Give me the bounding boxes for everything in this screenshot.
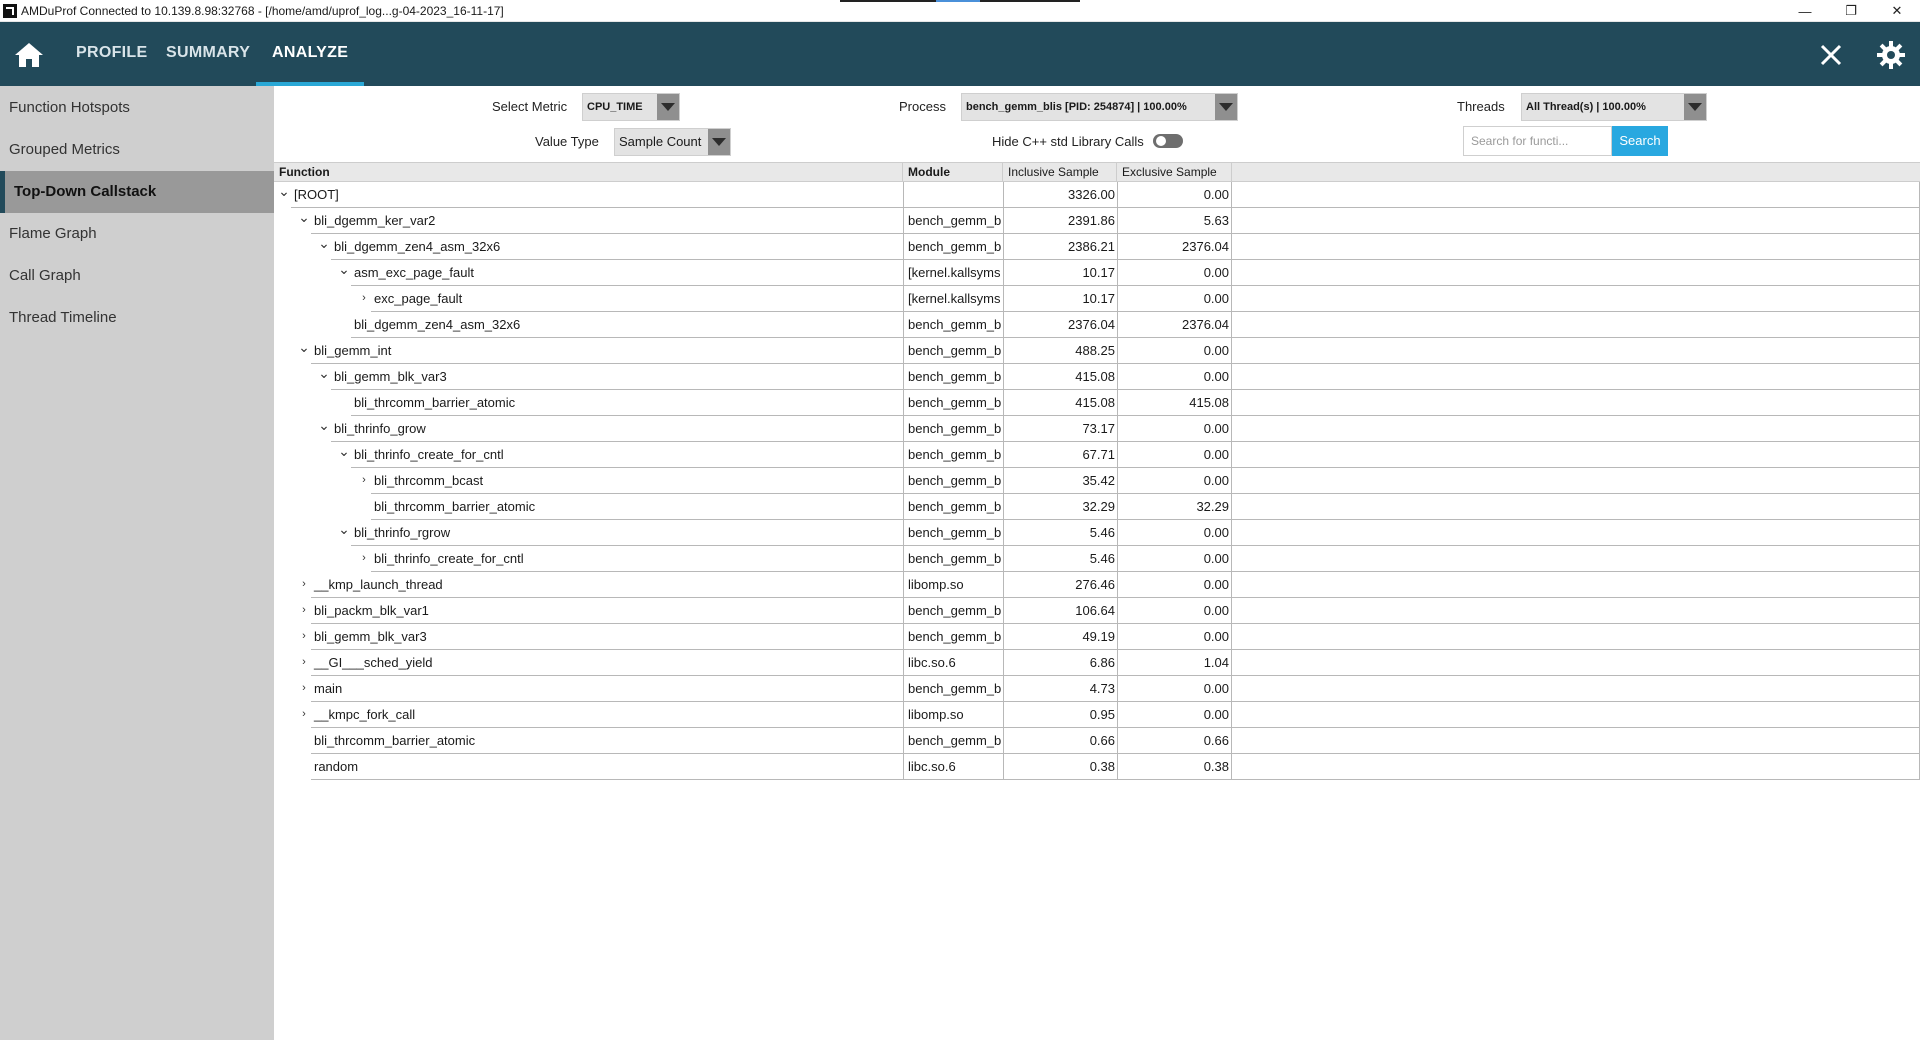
module-cell: [kernel.kallsyms bbox=[903, 286, 1003, 312]
sidebar-item-top-down-callstack[interactable]: Top-Down Callstack bbox=[0, 171, 274, 213]
empty-cell bbox=[1232, 754, 1920, 780]
empty-cell bbox=[1232, 598, 1920, 624]
sidebar-item-thread-timeline[interactable]: Thread Timeline bbox=[9, 309, 117, 326]
tab-summary[interactable]: SUMMARY bbox=[166, 44, 251, 61]
empty-cell bbox=[1232, 702, 1920, 728]
exclusive-sample-cell: 0.00 bbox=[1117, 598, 1232, 624]
function-cell bbox=[274, 624, 903, 650]
table-row[interactable] bbox=[274, 390, 1920, 416]
hide-cpp-label: Hide C++ std Library Calls bbox=[992, 134, 1144, 149]
function-name: bli_dgemm_zen4_asm_32x6 bbox=[354, 317, 521, 332]
table-row[interactable] bbox=[274, 520, 1920, 546]
module-cell: bench_gemm_b bbox=[903, 494, 1003, 520]
chevron-down-icon[interactable]: ⌄ bbox=[298, 209, 310, 225]
chevron-right-icon[interactable]: › bbox=[362, 474, 366, 486]
function-cell bbox=[274, 468, 903, 494]
function-name-wrapper bbox=[311, 338, 903, 364]
function-name-wrapper bbox=[331, 364, 903, 390]
module-cell: bench_gemm_b bbox=[903, 546, 1003, 572]
function-name-wrapper bbox=[371, 546, 903, 572]
function-search-input[interactable] bbox=[1463, 126, 1612, 156]
table-row[interactable] bbox=[274, 364, 1920, 390]
module-cell: bench_gemm_b bbox=[903, 390, 1003, 416]
function-name: random bbox=[314, 759, 359, 774]
inclusive-sample-cell: 2386.21 bbox=[1003, 234, 1117, 260]
top-nav-bar bbox=[0, 22, 1920, 86]
table-row[interactable] bbox=[274, 416, 1920, 442]
empty-cell bbox=[1232, 286, 1920, 312]
amduprof-logo-icon bbox=[3, 4, 17, 18]
module-cell: libomp.so bbox=[903, 572, 1003, 598]
function-cell bbox=[274, 338, 903, 364]
function-name-wrapper bbox=[351, 442, 903, 468]
exclusive-sample-cell: 415.08 bbox=[1117, 390, 1232, 416]
chevron-down-icon[interactable] bbox=[657, 93, 679, 121]
empty-cell bbox=[1232, 468, 1920, 494]
empty-cell bbox=[1232, 442, 1920, 468]
sidebar-item-grouped-metrics[interactable]: Grouped Metrics bbox=[9, 141, 120, 158]
chevron-down-icon[interactable]: ⌄ bbox=[318, 235, 330, 251]
function-name-wrapper bbox=[371, 494, 903, 520]
function-cell bbox=[274, 260, 903, 286]
empty-cell bbox=[1232, 494, 1920, 520]
table-row[interactable] bbox=[274, 260, 1920, 286]
inclusive-sample-cell: 2391.86 bbox=[1003, 208, 1117, 234]
function-name: asm_exc_page_fault bbox=[354, 265, 474, 280]
chevron-down-icon[interactable]: ⌄ bbox=[298, 339, 310, 355]
table-body bbox=[274, 182, 1920, 780]
chevron-right-icon[interactable]: › bbox=[302, 630, 306, 642]
exclusive-sample-cell: 0.00 bbox=[1117, 520, 1232, 546]
module-cell: libc.so.6 bbox=[903, 754, 1003, 780]
select-metric-label: Select Metric bbox=[492, 99, 568, 114]
module-cell: bench_gemm_b bbox=[903, 676, 1003, 702]
chevron-right-icon[interactable]: › bbox=[302, 708, 306, 720]
empty-cell bbox=[1232, 208, 1920, 234]
exclusive-sample-cell: 0.00 bbox=[1117, 468, 1232, 494]
table-row[interactable] bbox=[274, 546, 1920, 572]
table-row[interactable] bbox=[274, 468, 1920, 494]
exclusive-sample-cell: 0.00 bbox=[1117, 364, 1232, 390]
threads-select-value: All Thread(s) | 100.00% bbox=[1526, 101, 1646, 113]
function-name: bli_thrcomm_barrier_atomic bbox=[354, 395, 516, 410]
empty-cell bbox=[1232, 572, 1920, 598]
function-cell bbox=[274, 286, 903, 312]
function-name-wrapper bbox=[311, 702, 903, 728]
function-name-wrapper bbox=[371, 286, 903, 312]
inclusive-sample-cell: 276.46 bbox=[1003, 572, 1117, 598]
title-bar-drag-indicator bbox=[840, 0, 1080, 2]
function-name-wrapper bbox=[311, 754, 903, 780]
function-name: main bbox=[314, 681, 343, 696]
chevron-right-icon[interactable]: › bbox=[302, 656, 306, 668]
sidebar bbox=[0, 86, 274, 1040]
function-cell bbox=[274, 416, 903, 442]
exclusive-sample-cell: 2376.04 bbox=[1117, 234, 1232, 260]
empty-cell bbox=[1232, 312, 1920, 338]
table-row[interactable] bbox=[274, 494, 1920, 520]
inclusive-sample-cell: 415.08 bbox=[1003, 390, 1117, 416]
function-name: bli_gemm_int bbox=[314, 343, 392, 358]
inclusive-sample-cell: 49.19 bbox=[1003, 624, 1117, 650]
process-label: Process bbox=[899, 99, 946, 114]
value-type-label: Value Type bbox=[535, 134, 599, 149]
module-cell: bench_gemm_b bbox=[903, 234, 1003, 260]
module-cell: bench_gemm_b bbox=[903, 520, 1003, 546]
function-name-wrapper bbox=[311, 598, 903, 624]
column-header-inclusive-sample[interactable]: Inclusive Sample bbox=[1003, 163, 1117, 181]
exclusive-sample-cell: 5.63 bbox=[1117, 208, 1232, 234]
function-cell bbox=[274, 676, 903, 702]
table-row[interactable] bbox=[274, 442, 1920, 468]
function-cell bbox=[274, 572, 903, 598]
function-name: bli_gemm_blk_var3 bbox=[314, 629, 427, 644]
gear-icon[interactable] bbox=[1876, 40, 1906, 70]
inclusive-sample-cell: 67.71 bbox=[1003, 442, 1117, 468]
function-name: bli_gemm_blk_var3 bbox=[334, 369, 447, 384]
empty-cell bbox=[1232, 416, 1920, 442]
exclusive-sample-cell: 0.00 bbox=[1117, 260, 1232, 286]
inclusive-sample-cell: 3326.00 bbox=[1003, 182, 1117, 208]
empty-cell bbox=[1232, 624, 1920, 650]
function-name: [ROOT] bbox=[294, 187, 339, 202]
module-cell: [kernel.kallsyms bbox=[903, 260, 1003, 286]
empty-cell bbox=[1232, 546, 1920, 572]
empty-cell bbox=[1232, 650, 1920, 676]
empty-cell bbox=[1232, 182, 1920, 208]
function-name: exc_page_fault bbox=[374, 291, 463, 306]
module-cell: libc.so.6 bbox=[903, 650, 1003, 676]
function-cell bbox=[274, 598, 903, 624]
sidebar-item-flame-graph[interactable]: Flame Graph bbox=[9, 225, 97, 242]
chevron-down-icon[interactable]: ⌄ bbox=[338, 261, 350, 277]
tab-profile[interactable]: PROFILE bbox=[76, 44, 148, 61]
table-row[interactable] bbox=[274, 312, 1920, 338]
function-cell bbox=[274, 234, 903, 260]
inclusive-sample-cell: 488.25 bbox=[1003, 338, 1117, 364]
inclusive-sample-cell: 73.17 bbox=[1003, 416, 1117, 442]
table-row[interactable] bbox=[274, 728, 1920, 754]
column-header-module[interactable]: Module bbox=[903, 163, 1003, 181]
table-row[interactable] bbox=[274, 624, 1920, 650]
function-name-wrapper bbox=[371, 468, 903, 494]
chevron-down-icon[interactable] bbox=[1684, 93, 1706, 121]
inclusive-sample-cell: 6.86 bbox=[1003, 650, 1117, 676]
exclusive-sample-cell: 0.00 bbox=[1117, 572, 1232, 598]
function-name-wrapper bbox=[311, 572, 903, 598]
exclusive-sample-cell: 0.66 bbox=[1117, 728, 1232, 754]
tab-analyze[interactable]: ANALYZE bbox=[272, 22, 348, 86]
chevron-down-icon[interactable] bbox=[708, 128, 730, 156]
restore-button[interactable]: ❐ bbox=[1845, 3, 1857, 18]
empty-cell bbox=[1232, 520, 1920, 546]
chevron-down-icon[interactable]: ⌄ bbox=[318, 417, 330, 433]
function-name: bli_dgemm_ker_var2 bbox=[314, 213, 436, 228]
metric-select[interactable] bbox=[582, 93, 680, 121]
process-select-value: bench_gemm_blis [PID: 254874] | 100.00% bbox=[966, 101, 1187, 113]
inclusive-sample-cell: 5.46 bbox=[1003, 546, 1117, 572]
function-cell bbox=[274, 312, 903, 338]
exclusive-sample-cell: 0.00 bbox=[1117, 286, 1232, 312]
inclusive-sample-cell: 32.29 bbox=[1003, 494, 1117, 520]
sidebar-item-call-graph[interactable]: Call Graph bbox=[9, 267, 81, 284]
metric-select-value: CPU_TIME bbox=[587, 101, 643, 113]
function-cell bbox=[274, 520, 903, 546]
threads-label: Threads bbox=[1457, 99, 1505, 114]
module-cell: bench_gemm_b bbox=[903, 728, 1003, 754]
function-name: bli_thrinfo_grow bbox=[334, 421, 426, 436]
chevron-right-icon[interactable]: › bbox=[362, 292, 366, 304]
module-cell: bench_gemm_b bbox=[903, 338, 1003, 364]
inclusive-sample-cell: 0.38 bbox=[1003, 754, 1117, 780]
callstack-table bbox=[274, 162, 1920, 780]
empty-cell bbox=[1232, 338, 1920, 364]
search-button[interactable]: Search bbox=[1612, 126, 1668, 156]
exclusive-sample-cell: 1.04 bbox=[1117, 650, 1232, 676]
empty-cell bbox=[1232, 728, 1920, 754]
chevron-down-icon[interactable] bbox=[1215, 93, 1237, 121]
module-cell bbox=[903, 182, 1003, 208]
table-header bbox=[274, 162, 1920, 182]
function-cell bbox=[274, 364, 903, 390]
module-cell: bench_gemm_b bbox=[903, 624, 1003, 650]
function-cell bbox=[274, 182, 903, 208]
module-cell: bench_gemm_b bbox=[903, 416, 1003, 442]
function-name-wrapper bbox=[311, 728, 903, 754]
exclusive-sample-cell: 0.38 bbox=[1117, 754, 1232, 780]
function-cell bbox=[274, 390, 903, 416]
function-name: bli_thrcomm_bcast bbox=[374, 473, 484, 488]
function-cell bbox=[274, 650, 903, 676]
filter-bar bbox=[274, 86, 1920, 162]
empty-cell bbox=[1232, 364, 1920, 390]
empty-cell bbox=[1232, 676, 1920, 702]
module-cell: bench_gemm_b bbox=[903, 468, 1003, 494]
chevron-right-icon[interactable]: › bbox=[302, 578, 306, 590]
inclusive-sample-cell: 0.95 bbox=[1003, 702, 1117, 728]
function-name-wrapper bbox=[291, 182, 903, 208]
chevron-down-icon[interactable]: ⌄ bbox=[338, 521, 350, 537]
function-name-wrapper bbox=[331, 234, 903, 260]
function-name-wrapper bbox=[311, 676, 903, 702]
inclusive-sample-cell: 0.66 bbox=[1003, 728, 1117, 754]
function-name: bli_thrinfo_create_for_cntl bbox=[374, 551, 524, 566]
exclusive-sample-cell: 32.29 bbox=[1117, 494, 1232, 520]
table-row[interactable] bbox=[274, 676, 1920, 702]
table-row[interactable] bbox=[274, 598, 1920, 624]
module-cell: bench_gemm_b bbox=[903, 312, 1003, 338]
module-cell: bench_gemm_b bbox=[903, 442, 1003, 468]
module-cell: libomp.so bbox=[903, 702, 1003, 728]
window-title: AMDuProf Connected to 10.139.8.98:32768 - [/home/amd/uprof_log...g-04-2023_16-11-17] bbox=[21, 3, 504, 18]
function-name: bli_thrinfo_create_for_cntl bbox=[354, 447, 504, 462]
window-title-bar bbox=[0, 0, 1920, 22]
function-name-wrapper bbox=[351, 520, 903, 546]
inclusive-sample-cell: 35.42 bbox=[1003, 468, 1117, 494]
exclusive-sample-cell: 0.00 bbox=[1117, 546, 1232, 572]
table-row[interactable] bbox=[274, 208, 1920, 234]
exclusive-sample-cell: 2376.04 bbox=[1117, 312, 1232, 338]
function-name: __GI___sched_yield bbox=[314, 655, 433, 670]
function-name-wrapper bbox=[351, 312, 903, 338]
table-row[interactable] bbox=[274, 286, 1920, 312]
inclusive-sample-cell: 10.17 bbox=[1003, 260, 1117, 286]
function-name: __kmp_launch_thread bbox=[314, 577, 443, 592]
function-name-wrapper bbox=[311, 650, 903, 676]
function-name-wrapper bbox=[311, 624, 903, 650]
inclusive-sample-cell: 106.64 bbox=[1003, 598, 1117, 624]
function-name: bli_thrinfo_rgrow bbox=[354, 525, 451, 540]
chevron-right-icon[interactable]: › bbox=[302, 682, 306, 694]
inclusive-sample-cell: 10.17 bbox=[1003, 286, 1117, 312]
table-row[interactable] bbox=[274, 182, 1920, 208]
function-name: bli_packm_blk_var1 bbox=[314, 603, 429, 618]
table-row[interactable] bbox=[274, 572, 1920, 598]
inclusive-sample-cell: 2376.04 bbox=[1003, 312, 1117, 338]
home-icon[interactable] bbox=[14, 42, 44, 68]
minimize-button[interactable]: — bbox=[1798, 3, 1812, 19]
window-controls bbox=[1782, 0, 1920, 22]
table-row[interactable] bbox=[274, 754, 1920, 780]
chevron-right-icon[interactable]: › bbox=[302, 604, 306, 616]
exclusive-sample-cell: 0.00 bbox=[1117, 416, 1232, 442]
module-cell: bench_gemm_b bbox=[903, 364, 1003, 390]
inclusive-sample-cell: 4.73 bbox=[1003, 676, 1117, 702]
function-name-wrapper bbox=[331, 416, 903, 442]
function-cell bbox=[274, 754, 903, 780]
exclusive-sample-cell: 0.00 bbox=[1117, 702, 1232, 728]
function-name-wrapper bbox=[351, 260, 903, 286]
module-cell: bench_gemm_b bbox=[903, 208, 1003, 234]
function-name-wrapper bbox=[351, 390, 903, 416]
exclusive-sample-cell: 0.00 bbox=[1117, 442, 1232, 468]
table-row[interactable] bbox=[274, 702, 1920, 728]
function-cell bbox=[274, 208, 903, 234]
chevron-down-icon[interactable]: ⌄ bbox=[338, 443, 350, 459]
empty-cell bbox=[1232, 390, 1920, 416]
exclusive-sample-cell: 0.00 bbox=[1117, 182, 1232, 208]
module-cell: bench_gemm_b bbox=[903, 598, 1003, 624]
inclusive-sample-cell: 415.08 bbox=[1003, 364, 1117, 390]
hide-cpp-toggle[interactable] bbox=[1153, 134, 1183, 148]
chevron-down-icon[interactable]: ⌄ bbox=[318, 365, 330, 381]
function-name: bli_dgemm_zen4_asm_32x6 bbox=[334, 239, 501, 254]
window-close-button[interactable]: ✕ bbox=[1891, 3, 1903, 18]
function-name: bli_thrcomm_barrier_atomic bbox=[374, 499, 536, 514]
function-cell bbox=[274, 728, 903, 754]
exclusive-sample-cell: 0.00 bbox=[1117, 676, 1232, 702]
close-icon[interactable] bbox=[1818, 42, 1844, 68]
empty-cell bbox=[1232, 234, 1920, 260]
value-type-select[interactable] bbox=[614, 128, 731, 156]
sidebar-item-function-hotspots[interactable]: Function Hotspots bbox=[9, 99, 130, 116]
chevron-down-icon[interactable]: ⌄ bbox=[278, 183, 290, 199]
table-row[interactable] bbox=[274, 338, 1920, 364]
function-name: __kmpc_fork_call bbox=[314, 707, 416, 722]
function-name-wrapper bbox=[311, 208, 903, 234]
exclusive-sample-cell: 0.00 bbox=[1117, 338, 1232, 364]
function-cell bbox=[274, 702, 903, 728]
column-header-exclusive-sample[interactable]: Exclusive Sample bbox=[1117, 163, 1232, 181]
empty-cell bbox=[1232, 260, 1920, 286]
function-cell bbox=[274, 442, 903, 468]
process-select[interactable] bbox=[961, 93, 1238, 121]
function-name: bli_thrcomm_barrier_atomic bbox=[314, 733, 476, 748]
table-row[interactable] bbox=[274, 234, 1920, 260]
function-cell bbox=[274, 546, 903, 572]
inclusive-sample-cell: 5.46 bbox=[1003, 520, 1117, 546]
table-row[interactable] bbox=[274, 650, 1920, 676]
function-cell bbox=[274, 494, 903, 520]
value-type-select-value: Sample Count bbox=[619, 134, 702, 149]
threads-select[interactable] bbox=[1521, 93, 1707, 121]
column-header-function[interactable]: Function bbox=[274, 163, 903, 181]
exclusive-sample-cell: 0.00 bbox=[1117, 624, 1232, 650]
chevron-right-icon[interactable]: › bbox=[362, 552, 366, 564]
